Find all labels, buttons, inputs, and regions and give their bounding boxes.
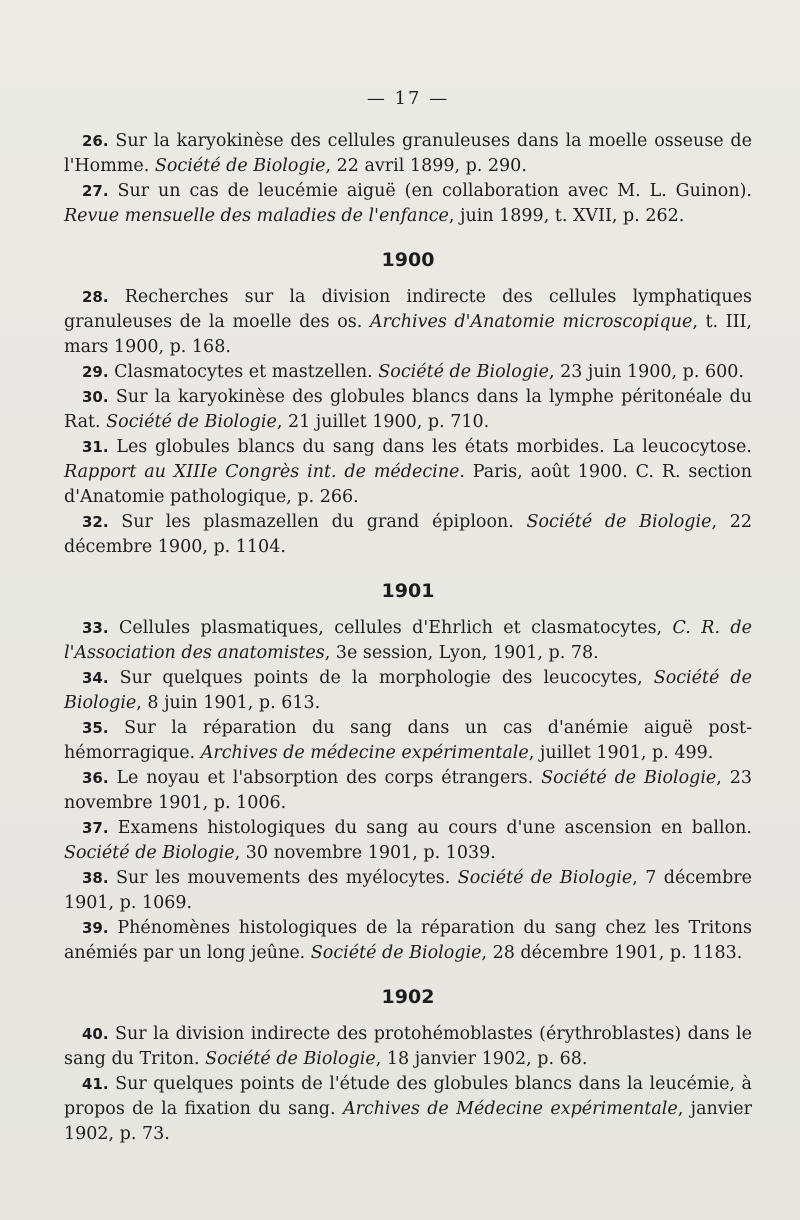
entry (64, 916, 752, 966)
entry (64, 385, 752, 435)
entry (64, 129, 752, 179)
entry-title: Sur la division indirecte des protohémoblastes (érythroblastes) dans le sang du Triton. (64, 1024, 752, 1069)
entry-number: 27. (82, 182, 109, 200)
entry-title: Sur quelques points de l'étude des globules blancs dans la leucémie, à propos de la fixation du sang. (64, 1074, 752, 1119)
entry-details: , t. III, mars 1900, p. 168. (64, 312, 752, 357)
entry-number: 39. (82, 919, 109, 937)
entry-number: 32. (82, 513, 109, 531)
page-number: — 17 — (366, 88, 450, 109)
entry-details: , 30 novembre 1901, p. 1039. (234, 843, 496, 863)
entry-title: Cellules plasmatiques, cellules d'Ehrlich et clasmatocytes, (119, 618, 673, 638)
entry-details: , 21 juillet 1900, p. 710. (276, 412, 490, 432)
entry-number: 29. (82, 363, 109, 381)
entry-number: 26. (82, 132, 109, 150)
entry-title: Les globules blancs du sang dans les états morbides. La leucocytose. (116, 437, 752, 457)
entries-top (64, 129, 752, 229)
entry-source: Société de Biologie (106, 412, 277, 432)
entry-number: 38. (82, 869, 109, 887)
entry-source: Société de Biologie (457, 868, 633, 888)
entry-number: 36. (82, 769, 109, 787)
entry-details: , juillet 1901, p. 499. (528, 743, 714, 763)
entry-source: Société de Biologie (64, 843, 235, 863)
entry (64, 360, 752, 385)
entry (64, 616, 752, 666)
entry-title: Sur la réparation du sang dans un cas d'anémie aiguë post-hémorragique. (64, 718, 752, 763)
entry-title: Sur les plasmazellen du grand épiploon. (121, 512, 527, 532)
year-heading: 1902 (381, 986, 435, 1008)
entry-details: , 28 décembre 1901, p. 1183. (481, 943, 743, 963)
entry-number: 35. (82, 719, 109, 737)
entry-number: 34. (82, 669, 109, 687)
entry-title: Examens histologiques du sang au cours d'une ascension en ballon. (117, 818, 752, 838)
entry-details: , 3e session, Lyon, 1901, p. 78. (324, 643, 599, 663)
entry (64, 285, 752, 360)
entry-title: Le noyau et l'absorption des corps étrangers. (116, 768, 542, 788)
entry-source: Rapport au XIIIe Congrès int. de médecine (64, 462, 460, 482)
entry-source: Archives d'Anatomie microscopique (369, 312, 693, 332)
entry-source: Revue mensuelle des maladies de l'enfance (64, 206, 449, 226)
year-heading: 1901 (381, 580, 435, 602)
entry-title: Sur la karyokinèse des cellules granuleuses dans la moelle osseuse de l'Homme. (64, 131, 752, 176)
entry-title: Phénomènes histologiques de la réparation du sang chez les Tritons anémiés par un long jeûne. (64, 918, 752, 963)
entry-source: Société de Biologie (526, 512, 712, 532)
entry (64, 510, 752, 560)
entry-number: 30. (82, 388, 109, 406)
entry-title: Sur un cas de leucémie aiguë (en collaboration avec M. L. Guinon). (117, 181, 752, 201)
entry-details: , janvier 1902, p. 73. (64, 1099, 752, 1144)
entry-details: , 22 décembre 1900, p. 1104. (64, 512, 752, 557)
entry-details: , 23 juin 1900, p. 600. (548, 362, 744, 382)
entry-number: 31. (82, 438, 109, 456)
entry (64, 1072, 752, 1147)
entry-details: , 18 janvier 1902, p. 68. (375, 1049, 588, 1069)
entry-details: , juin 1899, t. XVII, p. 262. (448, 206, 685, 226)
entry-source: Société de Biologie (205, 1049, 376, 1069)
entry (64, 179, 752, 229)
entry-source: Société de Biologie (310, 943, 482, 963)
year-heading: 1900 (381, 249, 435, 271)
entry-source: Société de Biologie (64, 668, 752, 713)
entry-details: . Paris, août 1900. C. R. section d'Anatomie pathologique, p. 266. (64, 462, 752, 507)
entry-details: , 23 novembre 1901, p. 1006. (64, 768, 752, 813)
entry (64, 716, 752, 766)
entry-source: Société de Biologie (378, 362, 549, 382)
entry-source: Archives de médecine expérimentale (200, 743, 529, 763)
entry-details: , 22 avril 1899, p. 290. (325, 156, 527, 176)
entry-source: C. R. de l'Association des anatomistes (64, 618, 752, 663)
entry (64, 766, 752, 816)
entry (64, 435, 752, 510)
entry-title: Recherches sur la division indirecte des cellules lymphatiques granuleuses de la moelle des os. (64, 287, 752, 332)
entry-number: 28. (82, 288, 109, 306)
entry (64, 866, 752, 916)
entry-details: , 7 décembre 1901, p. 1069. (64, 868, 752, 913)
entry-number: 37. (82, 819, 109, 837)
entry (64, 666, 752, 716)
entry-title: Clasmatocytes et mastzellen. (114, 362, 379, 382)
entry (64, 816, 752, 866)
entry-title: Sur quelques points de la morphologie des leucocytes, (119, 668, 654, 688)
entry-source: Société de Biologie (541, 768, 717, 788)
entry-number: 40. (82, 1025, 109, 1043)
entry-source: Archives de Médecine expérimentale (342, 1099, 678, 1119)
entry-details: , 8 juin 1901, p. 613. (136, 693, 321, 713)
entry-number: 33. (82, 619, 109, 637)
entry-title: Sur les mouvements des myélocytes. (116, 868, 458, 888)
entry-title: Sur la karyokinèse des globules blancs dans la lymphe péritonéale du Rat. (64, 387, 752, 432)
entry (64, 1022, 752, 1072)
entry-source: Société de Biologie (154, 156, 326, 176)
entry-number: 41. (82, 1075, 109, 1093)
